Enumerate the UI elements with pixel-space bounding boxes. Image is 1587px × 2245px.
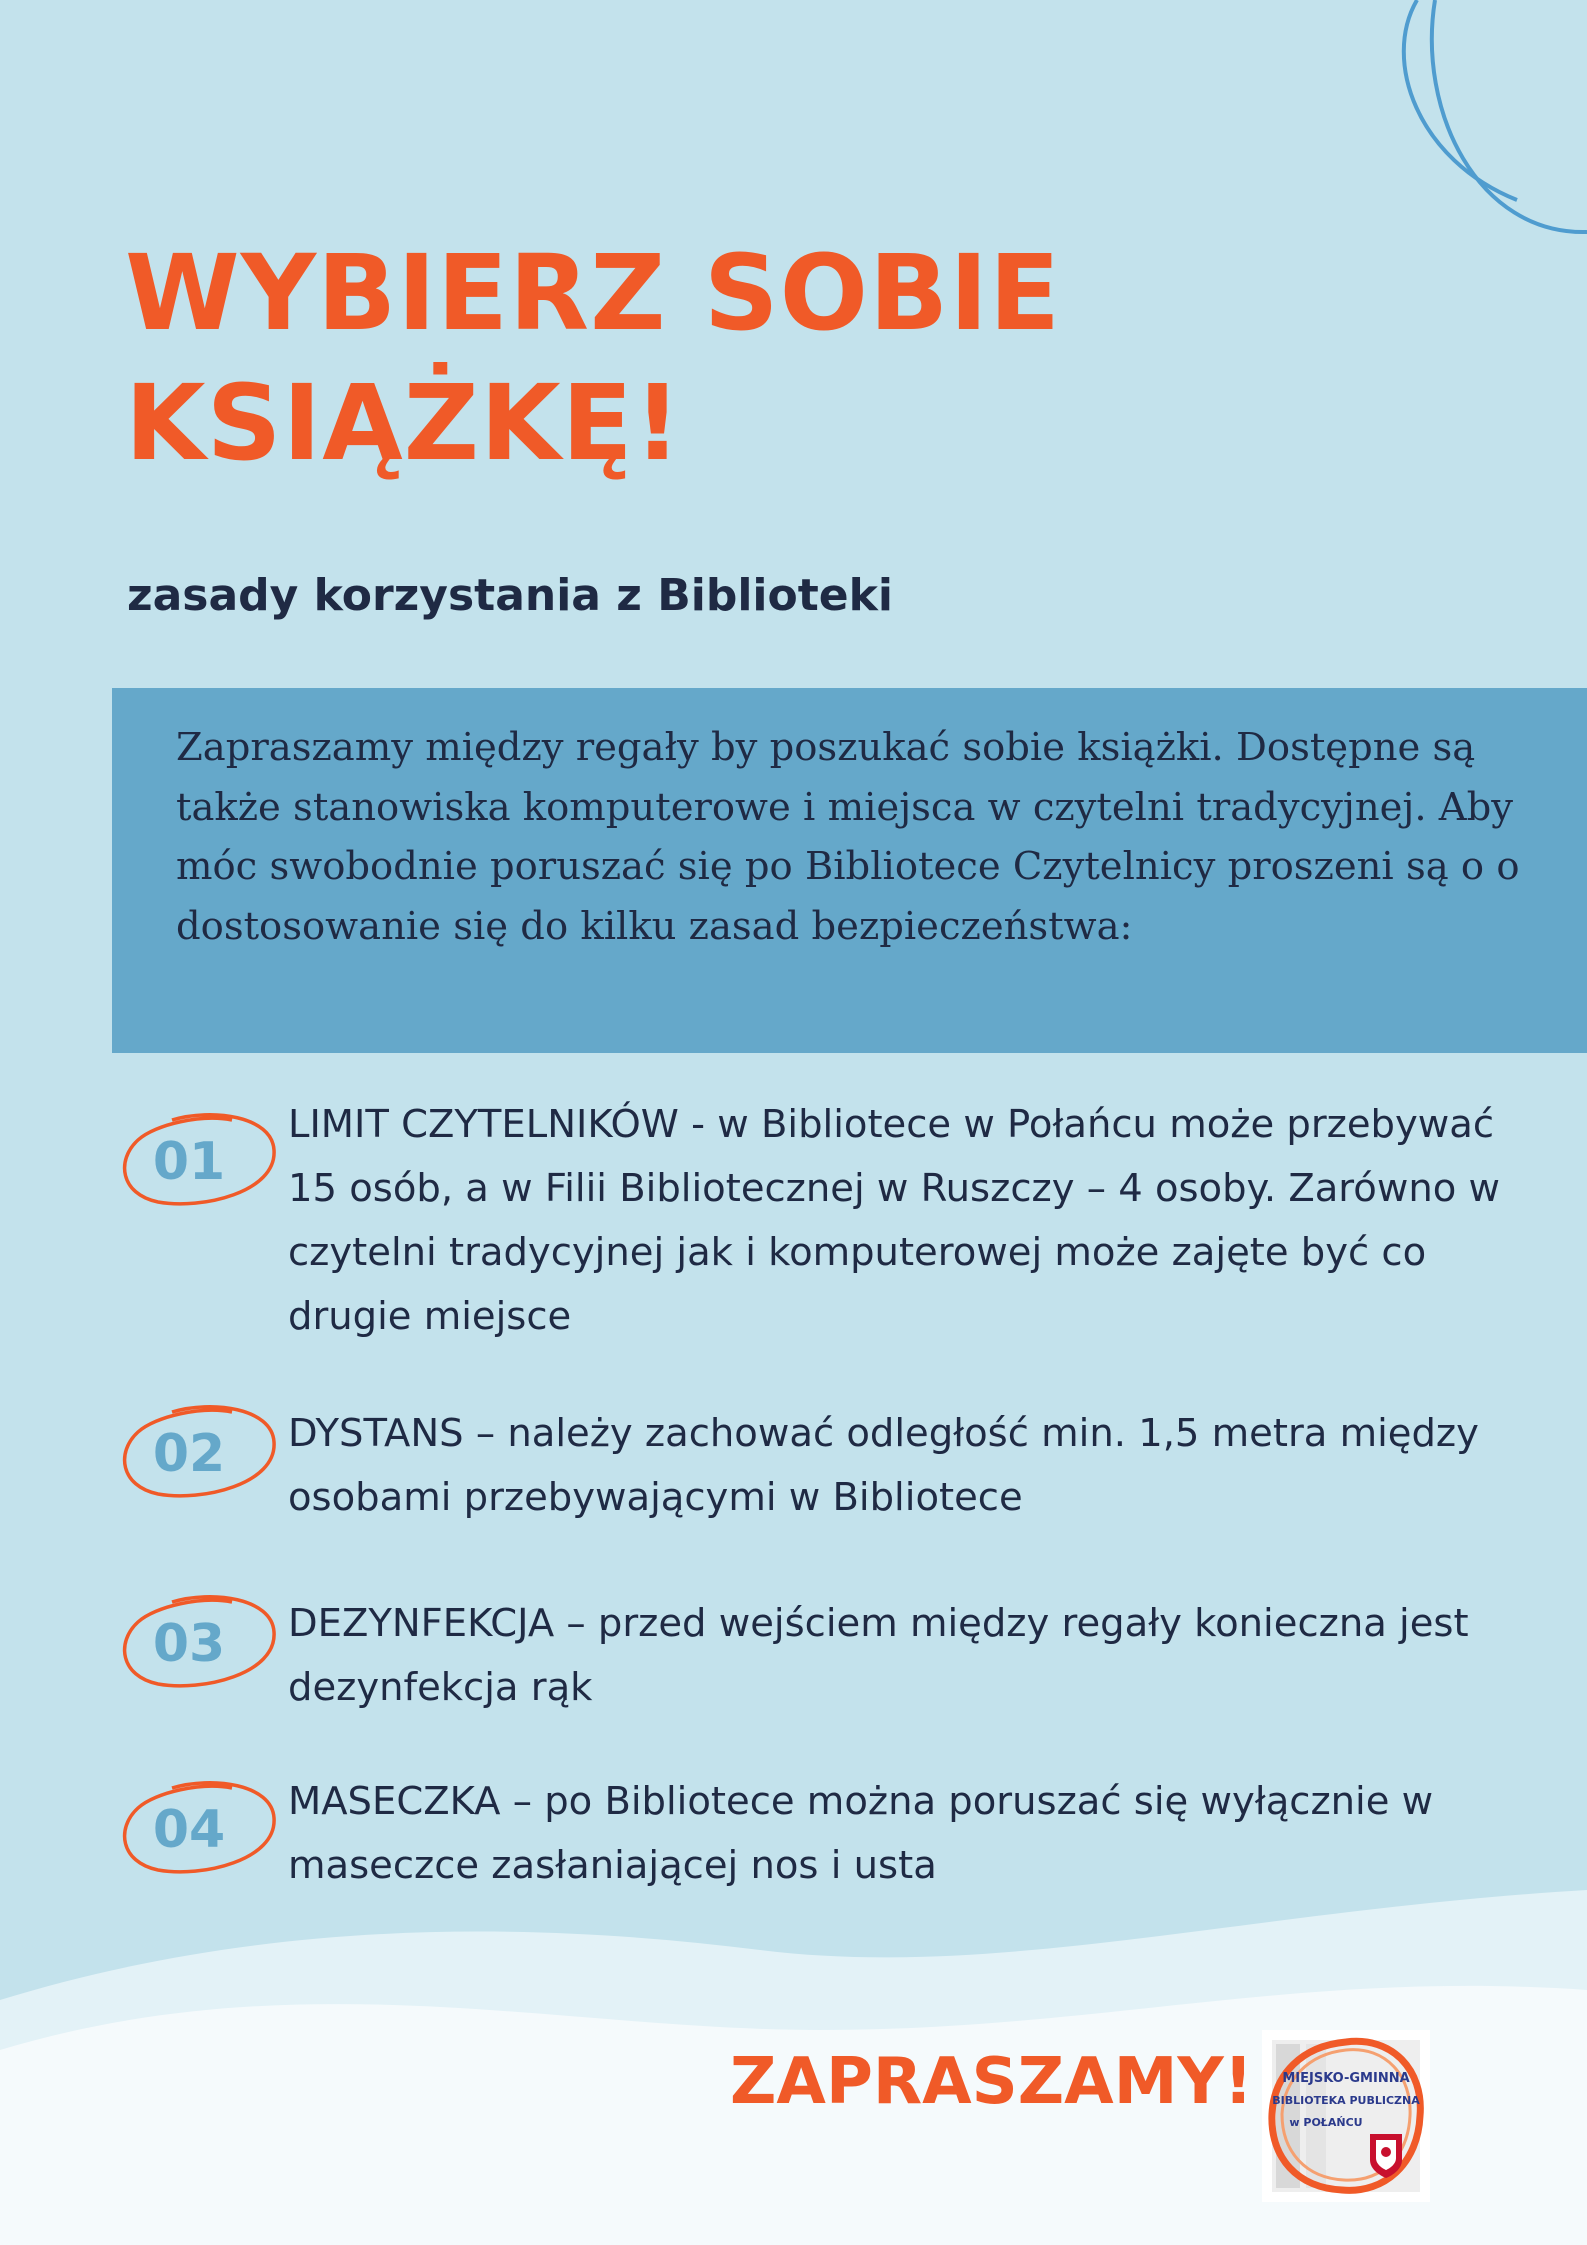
rule-number-2: 02: [152, 1424, 226, 1484]
rule-text-1: LIMIT CZYTELNIKÓW - w Bibliotece w Połańcu może przebywać 15 osób, a w Filii Bibliotecznej w Ruszczy – 4 osoby. Zarówno w czytelni tradycyjnej jak i komputerowej może zajęte być co drugie miejsce: [288, 1102, 1500, 1339]
rule-number-1: 01: [152, 1132, 226, 1192]
rule-number-badge-2: [112, 1398, 280, 1510]
intro-box: [112, 688, 1587, 1053]
rule-number-badge-3: [112, 1588, 280, 1700]
rule-text-4: MASECZKA – po Bibliotece można poruszać się wyłącznie w maseczce zasłaniającej nos i usta: [288, 1779, 1434, 1888]
rule-text-3: DEZYNFEKCJA – przed wejściem między regały konieczna jest dezynfekcja rąk: [288, 1601, 1469, 1710]
decorative-arcs: [1327, 0, 1587, 250]
intro-text: Zapraszamy między regały by poszukać sobie książki. Dostępne są także stanowiska komputerowe i miejsca w czytelni tradycyjnej. Aby móc swobodnie poruszać się po Bibliotece Czytelnicy proszeni są o o dostosowanie się do kilku zasad bezpieczeństwa:: [176, 725, 1520, 949]
cta-text: ZAPRASZAMY!: [730, 2045, 1253, 2119]
rule-number-badge-1: [112, 1106, 280, 1218]
rule-number-3: 03: [152, 1614, 226, 1674]
svg-text:MIEJSKO-GMINNA: MIEJSKO-GMINNA: [1282, 2071, 1410, 2086]
rule-number-badge-4: [112, 1774, 280, 1886]
page-subtitle: zasady korzystania z Biblioteki: [127, 570, 893, 621]
rule-number-4: 04: [152, 1800, 226, 1860]
page-title: [125, 228, 1061, 488]
svg-text:w POŁAŃCU: w POŁAŃCU: [1289, 2116, 1363, 2129]
title-line-2: KSIĄŻKĘ!: [125, 362, 683, 484]
library-logo: [1262, 2030, 1430, 2202]
title-line-1: WYBIERZ SOBIE: [125, 232, 1062, 354]
svg-text:BIBLIOTEKA PUBLICZNA: BIBLIOTEKA PUBLICZNA: [1272, 2094, 1420, 2107]
rule-text-2: DYSTANS – należy zachować odległość min. 1,5 metra między osobami przebywającymi w Bibliotece: [288, 1411, 1479, 1520]
